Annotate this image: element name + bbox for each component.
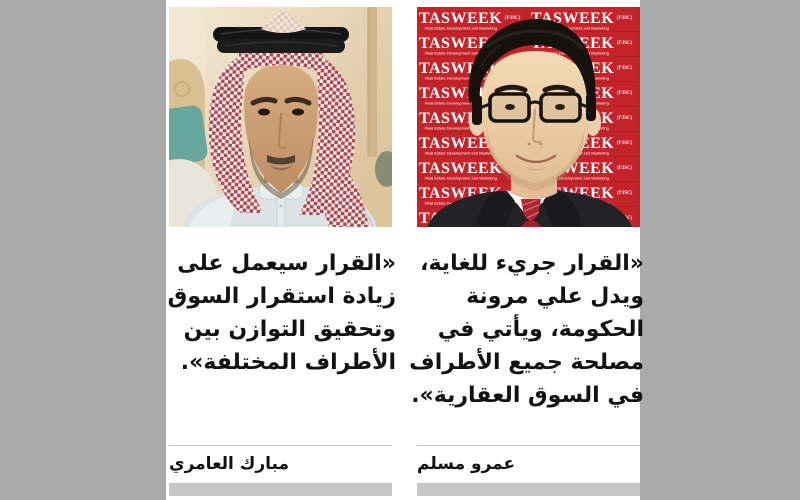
quote-line: ويدل علي مرونة [466, 284, 644, 309]
quote-line: في السوق العقارية». [411, 383, 644, 408]
portrait-illustration-suit-man [417, 7, 640, 227]
profile-column-amr [409, 0, 644, 500]
right-gray-margin [640, 0, 800, 500]
speaker-name-amr: عمرو مسلم [417, 454, 516, 474]
quote-text-mubarak [163, 247, 396, 379]
profile-column-mubarak [167, 0, 396, 500]
portrait-photo-amr [417, 7, 640, 227]
portrait-illustration-ghutra-man [169, 7, 392, 227]
quote-line: مصلحة جميع الأطراف [409, 350, 644, 375]
quote-line: الأطراف المختلفة». [180, 350, 396, 375]
footer-bar [169, 483, 392, 496]
quote-line: زيادة استقرار السوق [167, 284, 396, 309]
divider-rule [169, 445, 392, 446]
quote-text-amr [411, 247, 644, 412]
right-eye [292, 109, 304, 116]
quote-line: الحكومة، ويأتي في [437, 317, 644, 342]
quote-line: وتحقيق التوازن بين [183, 317, 396, 342]
quote-line: «القرار سيعمل على [177, 251, 396, 276]
footer-bar [417, 483, 640, 496]
speaker-name-mubarak: مبارك العامري [169, 454, 290, 474]
left-eye [258, 109, 270, 116]
divider-rule [417, 445, 640, 446]
portrait-photo-mubarak [169, 7, 392, 227]
left-gray-margin [0, 0, 166, 500]
quote-line: «القرار جريء للغاية، [420, 251, 644, 276]
